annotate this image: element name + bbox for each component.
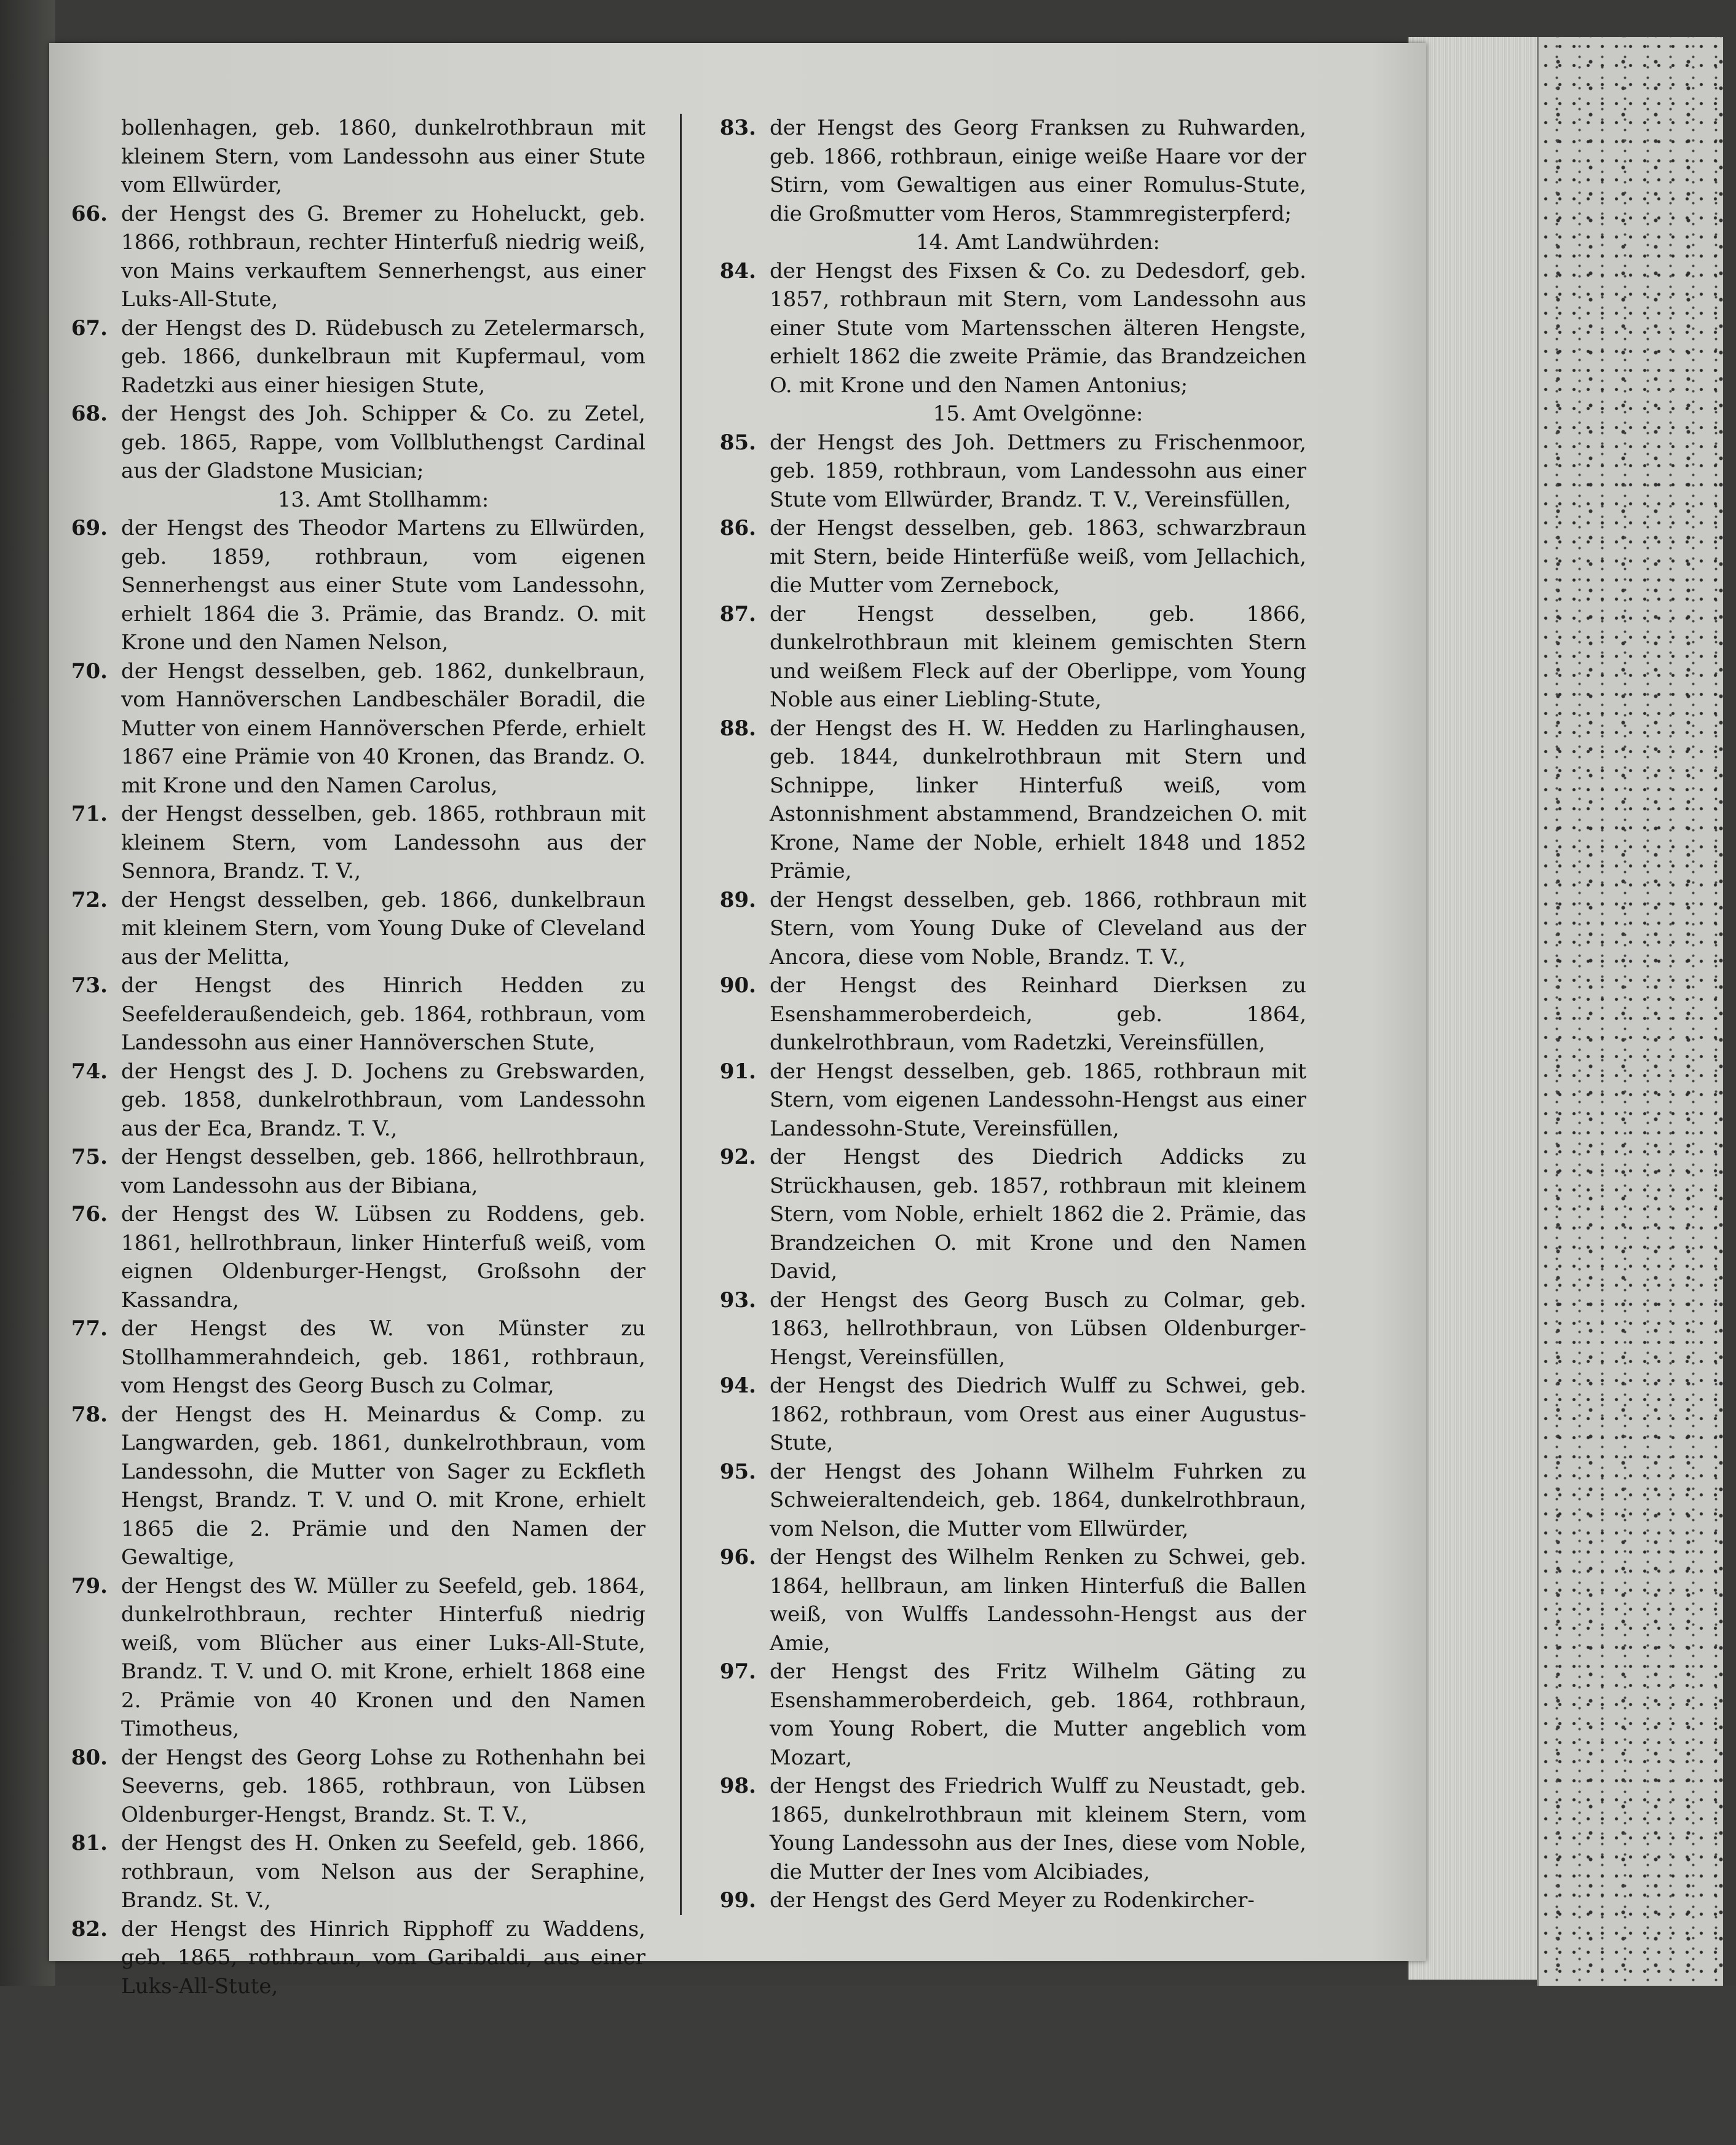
entry-number: 72. <box>71 887 108 912</box>
entry-number: 92. <box>719 1145 756 1169</box>
entry-number: 98. <box>719 1774 756 1798</box>
entry-number: 80. <box>71 1745 108 1770</box>
entry-text: der Hengst des H. Meinardus & Comp. zu Langwarden, geb. 1861, dunkelrothbraun, vom Landessohn, die Mutter von Sager zu Eckfleth Hengst, Brandz. T. V. und O. mit Krone, erhielt 1865 die 2. Prämie und den Namen der Gewaltige, <box>121 1402 645 1570</box>
stallion-entry <box>713 1286 1306 1372</box>
entry-text: der Hengst des Friedrich Wulff zu Neustadt, geb. 1865, dunkelrothbraun mit kleinem Stern, vom Young Landessohn aus der Ines, diese vom Noble, die Mutter der Ines vom Alcibiades, <box>770 1774 1306 1884</box>
stallion-entry <box>65 971 645 1057</box>
stallion-entry <box>713 114 1306 228</box>
entry-text: der Hengst des Reinhard Dierksen zu Esenshammeroberdeich, geb. 1864, dunkelrothbraun, vom Radetzki, Vereinsfüllen, <box>770 973 1306 1055</box>
entry-number: 68. <box>71 401 108 426</box>
stallion-entry <box>713 514 1306 600</box>
district-heading: 15. Amt Ovelgönne: <box>933 401 1143 426</box>
entry-text: der Hengst des Theodor Martens zu Ellwürden, geb. 1859, rothbraun, vom eigenen Sennerhengst aus einer Stute vom Landessohn, erhielt 1864 die 3. Prämie, das Brandz. O. mit Krone und den Namen Nelson, <box>121 516 645 655</box>
entry-text: der Hengst desselben, geb. 1866, dunkelbraun mit kleinem Stern, vom Young Duke of Cleveland aus der Melitta, <box>121 887 645 970</box>
entry-number: 90. <box>719 973 756 998</box>
entry-number: 73. <box>71 973 108 998</box>
stallion-entry <box>65 400 645 486</box>
entry-number: 78. <box>71 1402 108 1427</box>
entry-number: 67. <box>71 315 108 341</box>
stallion-entry <box>65 1829 645 1915</box>
stallion-entry <box>65 1057 645 1144</box>
entry-text: der Hengst des Hinrich Hedden zu Seefelderaußendeich, geb. 1864, rothbraun, vom Landessohn aus einer Hannöverschen Stute, <box>121 973 645 1055</box>
stallion-entry <box>713 1657 1306 1772</box>
stallion-entry <box>713 1372 1306 1458</box>
entry-number: 94. <box>719 1373 756 1398</box>
entry-text: der Hengst des Hinrich Ripphoff zu Waddens, geb. 1865, rothbraun, vom Garibaldi, aus einer Luks-All-Stute, <box>121 1916 645 1999</box>
entry-text: der Hengst des D. Rüdebusch zu Zetelermarsch, geb. 1866, dunkelbraun mit Kupfermaul, vom Radetzki aus einer hiesigen Stute, <box>121 315 645 398</box>
entry-text: der Hengst desselben, geb. 1866, rothbraun mit Stern, vom Young Duke of Cleveland aus der Ancora, diese vom Noble, Brandz. T. V., <box>770 887 1306 970</box>
entry-text: der Hengst des W. Müller zu Seefeld, geb. 1864, dunkelrothbraun, rechter Hinterfuß niedrig weiß, vom Blücher aus einer Luks-All-Stute, Brandz. T. V. und O. mit Krone, erhielt 1868 eine 2. Prämie von 40 Kronen und den Namen Timotheus, <box>121 1573 645 1741</box>
stallion-entry <box>65 1400 645 1572</box>
stallion-entry <box>713 429 1306 515</box>
stallion-entry <box>713 1057 1306 1144</box>
stallion-entry <box>65 1915 645 2001</box>
entry-number: 79. <box>71 1573 108 1598</box>
stallion-entry <box>713 971 1306 1057</box>
entry-number: 69. <box>71 516 108 540</box>
stallion-entry <box>65 657 645 800</box>
stallion-entry <box>713 1543 1306 1657</box>
entry-number: 77. <box>71 1316 108 1341</box>
entry-number: 91. <box>719 1059 756 1084</box>
scanner-background-left <box>0 0 55 2145</box>
entry-text: der Hengst des Gerd Meyer zu Rodenkircher- <box>770 1888 1255 1913</box>
entry-number: 83. <box>719 116 756 140</box>
entry-text: der Hengst des J. D. Jochens zu Grebswarden, geb. 1858, dunkelrothbraun, vom Landessohn aus der Eca, Brandz. T. V., <box>121 1059 645 1141</box>
stallion-entry <box>65 886 645 972</box>
entry-number: 76. <box>71 1202 108 1227</box>
entry-number: 70. <box>71 658 108 684</box>
entry-text: der Hengst desselben, geb. 1866, dunkelrothbraun mit kleinem gemischten Stern und weißem Fleck auf der Oberlippe, vom Young Noble aus einer Liebling-Stute, <box>770 601 1306 712</box>
stallion-entry <box>65 1744 645 1830</box>
district-heading: 13. Amt Stollhamm: <box>277 487 489 512</box>
scanner-background-bottom <box>0 1986 1736 2145</box>
stallion-entry <box>65 1314 645 1400</box>
book-cover-board <box>1537 37 1723 1986</box>
entry-text: der Hengst des Fixsen & Co. zu Dedesdorf, geb. 1857, rothbraun mit Stern, vom Landessohn aus einer Stute vom Martensschen älteren Hengste, erhielt 1862 die zweite Prämie, das Brandzeichen O. mit Krone und den Namen Antonius; <box>770 258 1306 398</box>
right-entry-list <box>713 114 1306 1915</box>
entry-text: der Hengst des Johann Wilhelm Fuhrken zu Schweieraltendeich, geb. 1864, dunkelrothbraun, vom Nelson, die Mutter vom Ellwürder, <box>770 1459 1306 1541</box>
entry-number: 66. <box>71 201 108 226</box>
entry-number: 81. <box>71 1831 108 1855</box>
entry-number: 85. <box>719 430 756 455</box>
entry-text: der Hengst des Diedrich Addicks zu Strückhausen, geb. 1857, rothbraun mit kleinem Stern, vom Noble, erhielt 1862 die 2. Prämie, das Brandzeichen O. mit Krone und den Namen David, <box>770 1145 1306 1284</box>
entry-number: 96. <box>719 1545 756 1570</box>
stallion-entry <box>65 800 645 886</box>
entry-number: 71. <box>71 802 108 826</box>
stallion-entry <box>713 257 1306 400</box>
entry-text: der Hengst des Georg Franksen zu Ruhwarden, geb. 1866, rothbraun, einige weiße Haare vor der Stirn, vom Gewaltigen aus einer Romulus-Stute, die Großmutter vom Heros, Stammregisterpferd; <box>770 116 1306 226</box>
entry-number: 89. <box>719 887 756 912</box>
stallion-entry <box>65 1572 645 1744</box>
entry-number: 95. <box>719 1459 756 1484</box>
entry-number: 75. <box>71 1145 108 1169</box>
entry-text: der Hengst des G. Bremer zu Hoheluckt, geb. 1866, rothbraun, rechter Hinterfuß niedrig weiß, von Mains verkauftem Sennerhengst, aus einer Luks-All-Stute, <box>121 201 645 312</box>
entry-text: der Hengst des Joh. Dettmers zu Frischenmoor, geb. 1859, rothbraun, vom Landessohn aus einer Stute vom Ellwürder, Brandz. T. V., Vereinsfüllen, <box>770 430 1306 512</box>
entry-number: 86. <box>719 516 756 540</box>
stallion-entry <box>713 886 1306 972</box>
entry-number: 93. <box>719 1287 756 1313</box>
entry-number: 74. <box>71 1059 108 1084</box>
right-text-column <box>713 114 1306 1915</box>
entry-text: der Hengst des Georg Lohse zu Rothenhahn bei Seeverns, geb. 1865, rothbraun, von Lübsen Oldenburger-Hengst, Brandz. St. T. V., <box>121 1745 645 1827</box>
stallion-entry <box>65 314 645 400</box>
column-divider <box>680 114 682 1915</box>
entry-number: 97. <box>719 1659 756 1684</box>
left-entry-list <box>65 200 645 2001</box>
entry-text: der Hengst desselben, geb. 1865, rothbraun mit kleinem Stern, vom Landessohn aus der Sennora, Brandz. T. V., <box>121 802 645 883</box>
entry-text: der Hengst des Joh. Schipper & Co. zu Zetel, geb. 1865, Rappe, vom Vollbluthengst Cardinal aus der Gladstone Musician; <box>121 401 645 483</box>
stallion-entry <box>713 1143 1306 1286</box>
left-text-column <box>65 114 645 2001</box>
entry-text: der Hengst des Fritz Wilhelm Gäting zu Esenshammeroberdeich, geb. 1864, rothbraun, vom Young Robert, die Mutter angeblich vom Mozart, <box>770 1659 1306 1770</box>
entry-text: der Hengst des W. von Münster zu Stollhammerahndeich, geb. 1861, rothbraun, vom Hengst des Georg Busch zu Colmar, <box>121 1316 645 1398</box>
stallion-entry <box>713 1886 1306 1915</box>
entry-text: der Hengst des Georg Busch zu Colmar, geb. 1863, hellrothbraun, von Lübsen Oldenburger-Hengst, Vereinsfüllen, <box>770 1287 1306 1370</box>
continued-entry: bollenhagen, geb. 1860, dunkelrothbraun mit kleinem Stern, vom Landessohn aus einer Stute vom Ellwürder, <box>121 116 645 197</box>
stallion-entry <box>65 200 645 314</box>
stallion-entry <box>65 1143 645 1200</box>
entry-text: der Hengst desselben, geb. 1866, hellrothbraun, vom Landessohn aus der Bibiana, <box>121 1145 645 1198</box>
stallion-entry <box>65 1200 645 1314</box>
entry-number: 88. <box>719 716 756 741</box>
entry-text: der Hengst des Wilhelm Renken zu Schwei, geb. 1864, hellbraun, am linken Hinterfuß die Ballen weiß, von Wulffs Landessohn-Hengst aus der Amie, <box>770 1545 1306 1656</box>
entry-text: der Hengst desselben, geb. 1863, schwarzbraun mit Stern, beide Hinterfüße weiß, vom Jellachich, die Mutter vom Zernebock, <box>770 516 1306 598</box>
entry-text: der Hengst desselben, geb. 1865, rothbraun mit Stern, vom eigenen Landessohn-Hengst aus einer Landessohn-Stute, Vereinsfüllen, <box>770 1059 1306 1141</box>
stallion-entry <box>65 514 645 657</box>
entry-number: 87. <box>719 601 756 626</box>
entry-text: der Hengst des Diedrich Wulff zu Schwei, geb. 1862, rothbraun, vom Orest aus einer Augustus-Stute, <box>770 1373 1306 1455</box>
stallion-entry <box>713 1458 1306 1544</box>
entry-text: der Hengst des H. W. Hedden zu Harlinghausen, geb. 1844, dunkelrothbraun mit Stern und Schnippe, linker Hinterfuß weiß, vom Astonnishment abstammend, Brandzeichen O. mit Krone, Name der Noble, erhielt 1848 und 1852 Prämie, <box>770 716 1306 883</box>
stallion-entry <box>713 714 1306 886</box>
stallion-entry <box>713 1772 1306 1886</box>
entry-text: der Hengst des W. Lübsen zu Roddens, geb. 1861, hellrothbraun, linker Hinterfuß weiß, vom eignen Oldenburger-Hengst, Großsohn der Kassandra, <box>121 1202 645 1313</box>
entry-number: 82. <box>71 1916 108 1942</box>
district-heading: 14. Amt Landwührden: <box>915 230 1161 255</box>
entry-text: der Hengst desselben, geb. 1862, dunkelbraun, vom Hannöverschen Landbeschäler Boradil, die Mutter von einem Hannöverschen Pferde, erhielt 1867 eine Prämie von 40 Kronen, das Brandz. O. mit Krone und den Namen Carolus, <box>121 658 645 798</box>
entry-number: 99. <box>719 1888 756 1913</box>
entry-number: 84. <box>719 258 756 283</box>
entry-text: der Hengst des H. Onken zu Seefeld, geb. 1866, rothbraun, vom Nelson aus der Seraphine, Brandz. St. V., <box>121 1831 645 1913</box>
stallion-entry <box>713 600 1306 714</box>
